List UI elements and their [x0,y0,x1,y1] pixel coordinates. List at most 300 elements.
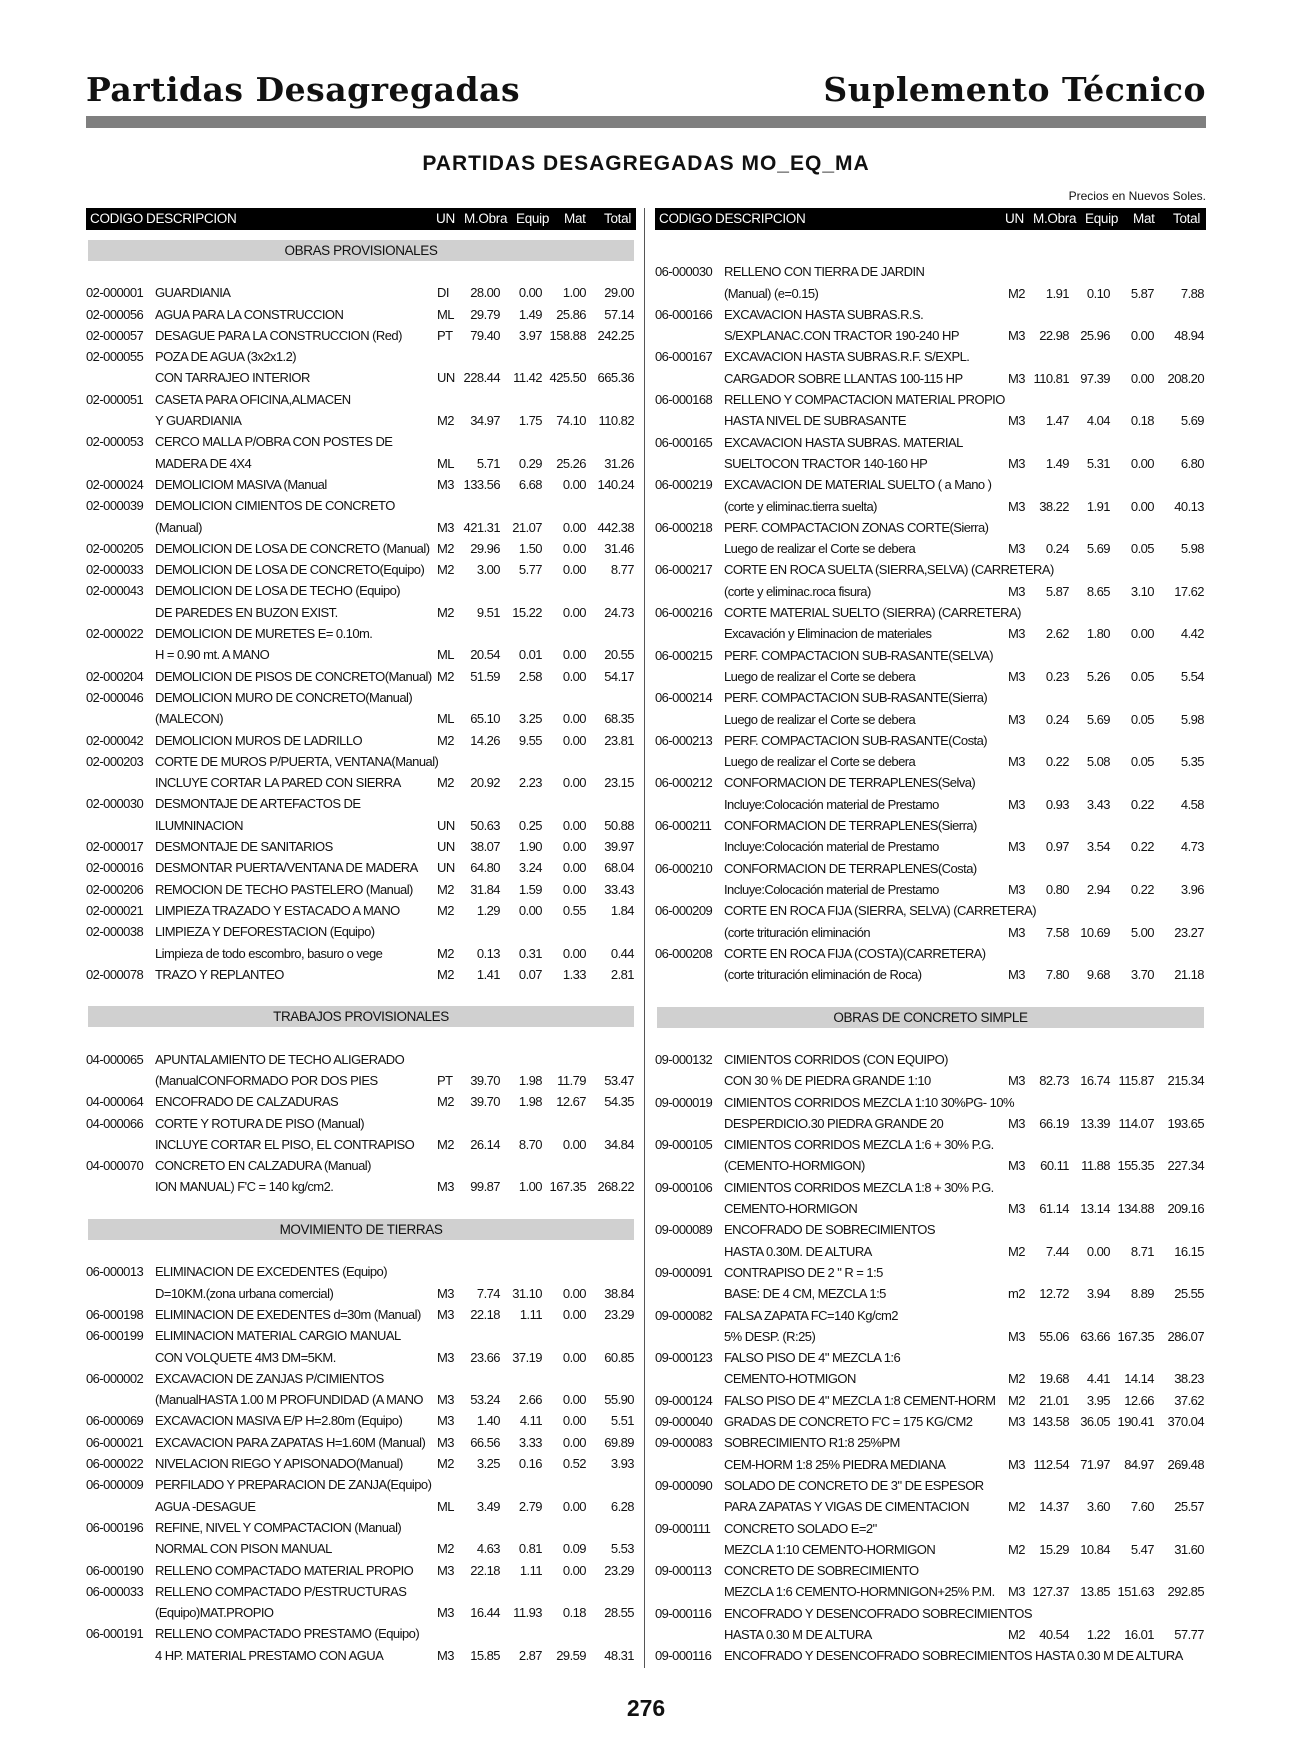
item-description: CIMIENTOS CORRIDOS MEZCLA 1:6 + 30% P.G. [724,1137,994,1153]
table-row [86,1070,636,1091]
header-descripcion: DESCRIPCION [146,211,237,226]
item-unit: M3 [437,476,454,492]
item-description: (CEMENTO-HORMIGON) [724,1158,865,1174]
item-description: DEMOLICION DE LOSA DE CONCRETO (Manual) [155,540,430,556]
item-description: RELLENO COMPACTADO P/ESTRUCTURAS [155,1583,407,1599]
item-mano-obra: 1.91 [1045,285,1069,301]
header-mat: Mat [564,211,586,226]
table-row [655,1283,1206,1304]
item-description: CEMENTO-HORMIGON [724,1201,858,1217]
item-description: ENCOFRADO DE SOBRECIMIENTOS [724,1222,935,1238]
item-equipo: 10.69 [1080,924,1110,940]
item-unit: M2 [437,945,454,961]
item-unit: M3 [1008,668,1025,684]
item-equipo: 2.94 [1086,881,1110,897]
table-row [655,666,1206,687]
item-description: HASTA NIVEL DE SUBRASANTE [724,413,907,429]
table-row [86,580,636,601]
table-row [655,1624,1206,1645]
item-total: 227.34 [1167,1158,1204,1174]
item-code: 04-000065 [86,1051,144,1067]
item-unit: M3 [1008,1115,1025,1131]
item-material: 0.00 [562,604,586,620]
item-code: 04-000066 [86,1115,144,1131]
table-row [655,432,1206,453]
item-material: 12.67 [556,1094,586,1110]
item-unit: m2 [1008,1286,1025,1302]
item-total: 4.58 [1180,796,1204,812]
item-mano-obra: 0.24 [1045,711,1069,727]
item-equipo: 5.26 [1086,668,1110,684]
item-unit: M3 [437,1434,454,1450]
table-row [655,538,1206,559]
left-column [86,208,636,1666]
table-row [86,1474,636,1495]
item-material: 0.00 [562,562,586,578]
table-row [86,325,636,346]
item-equipo: 1.91 [1086,498,1110,514]
table-row [86,602,636,623]
item-total: 665.36 [597,370,634,386]
table-row [86,964,636,985]
item-description: PERFILADO Y PREPARACION DE ZANJA(Equipo) [155,1477,432,1493]
item-code: 06-000213 [655,732,713,748]
table-row [655,1070,1206,1091]
item-code: 06-000215 [655,647,713,663]
item-description: MEZCLA 1:10 CEMENTO-HORMIGON [724,1541,936,1557]
item-description: ENCOFRADO DE CALZADURAS [155,1094,339,1110]
item-equipo: 5.31 [1086,455,1110,471]
item-mano-obra: 39.70 [470,1072,500,1088]
header-mobra: M.Obra [464,211,508,226]
item-material: 0.00 [562,1285,586,1301]
item-equipo: 8.65 [1086,583,1110,599]
item-material: 11.79 [557,1072,586,1088]
item-equipo: 8.70 [518,1136,542,1152]
item-unit: M3 [1008,924,1025,940]
item-material: 0.05 [1130,541,1154,557]
item-total: 215.34 [1167,1073,1204,1089]
item-equipo: 1.90 [518,839,542,855]
item-equipo: 0.00 [518,285,542,301]
item-code: 06-000002 [86,1370,144,1386]
header-total: Total [604,211,632,226]
item-total: 57.14 [604,306,634,322]
item-unit: M3 [1008,1201,1025,1217]
table-row [655,1092,1206,1113]
item-material: 190.41 [1117,1414,1154,1430]
item-total: 5.35 [1180,754,1204,770]
header-mat: Mat [1133,211,1155,226]
item-description: S/EXPLANAC.CON TRACTOR 190-240 HP [724,328,959,344]
item-mano-obra: 16.44 [470,1605,500,1621]
item-code: 06-000033 [86,1583,144,1599]
item-code: 02-000046 [86,689,144,705]
item-code: 04-000064 [86,1094,144,1110]
item-mano-obra: 5.71 [476,455,500,471]
item-unit: M3 [1008,967,1025,983]
table-row [86,410,636,431]
header-rule [86,116,1206,128]
item-code: 09-000089 [655,1222,713,1238]
item-material: 0.00 [562,1306,586,1322]
item-total: 23.29 [604,1562,634,1578]
item-mano-obra: 127.37 [1032,1584,1069,1600]
item-mano-obra: 22.18 [470,1306,500,1322]
table-row [86,1261,636,1282]
item-unit: M2 [437,413,454,429]
item-description: CONCRETO DE SOBRECIMIENTO [724,1563,919,1579]
item-unit: M3 [1008,1328,1025,1344]
item-material: 0.00 [562,540,586,556]
item-equipo: 0.81 [518,1541,542,1557]
item-description: (corte trituración eliminación de Roca) [724,967,922,983]
table-row [86,623,636,644]
item-description: ION MANUAL) F'C = 140 kg/cm2. [155,1179,334,1195]
page-title: PARTIDAS DESAGREGADAS MO_EQ_MA [422,152,870,175]
item-description: DESPERDICIO.30 PIEDRA GRANDE 20 [724,1115,944,1131]
header-un: UN [436,211,455,226]
item-unit: M3 [437,1306,454,1322]
item-code: 06-000211 [655,818,712,834]
item-material: 12.66 [1124,1392,1154,1408]
item-equipo: 0.25 [518,817,542,833]
table-row [86,1645,636,1666]
item-total: 21.18 [1174,967,1204,983]
item-description: CEM-HORM 1:8 25% PIEDRA MEDIANA [724,1456,946,1472]
item-unit: M2 [437,902,454,918]
table-row [655,346,1206,367]
item-description: EXCAVACION HASTA SUBRAS.R.S. [724,306,924,322]
item-material: 5.87 [1130,285,1154,301]
item-code: 02-000016 [86,860,144,876]
item-description: CORTE EN ROCA FIJA (SIERRA, SELVA) (CARRETERA) [724,903,1037,919]
table-row [86,389,636,410]
item-description: CONFORMACION DE TERRAPLENES(Selva) [724,775,976,791]
item-description: SOLADO DE CONCRETO DE 3" DE ESPESOR [724,1477,984,1493]
item-unit: M3 [437,1285,454,1301]
item-material: 0.00 [562,711,586,727]
item-description: CONTRAPISO DE 2 " R = 1:5 [724,1264,883,1280]
item-description: ILUMNINACION [155,817,244,833]
item-material: 0.52 [562,1456,586,1472]
item-unit: M3 [1008,370,1025,386]
item-mano-obra: 7.58 [1045,924,1069,940]
table-row [86,836,636,857]
item-material: 14.14 [1124,1371,1154,1387]
item-description: RELLENO COMPACTADO MATERIAL PROPIO [155,1562,414,1578]
table-row [655,410,1206,431]
item-mano-obra: 14.37 [1039,1499,1069,1515]
table-row [655,581,1206,602]
item-total: 5.98 [1180,711,1204,727]
table-row [655,1198,1206,1219]
table-row [86,346,636,367]
item-unit: M3 [1008,1456,1025,1472]
item-description: Luego de realizar el Corte se debera [724,754,916,770]
table-row [86,559,636,580]
item-description: CERCO MALLA P/OBRA CON POSTES DE [155,434,393,450]
table-row [655,1454,1206,1475]
item-mano-obra: 53.24 [470,1392,500,1408]
item-mano-obra: 15.85 [470,1647,500,1663]
item-equipo: 3.97 [518,327,542,343]
item-description: DEMOLICION MUROS DE LADRILLO [155,732,363,748]
item-code: 02-000017 [86,839,144,855]
item-code: 09-000091 [655,1264,713,1280]
item-mano-obra: 5.87 [1045,583,1069,599]
item-material: 25.86 [556,306,586,322]
item-description: (corte y eliminac.tierra suelta) [724,498,877,514]
item-code: 09-000116 [655,1648,712,1664]
item-description: SUELTOCON TRACTOR 140-160 HP [724,455,928,471]
item-material: 0.00 [1130,328,1154,344]
item-material: 3.10 [1130,583,1154,599]
item-total: 3.96 [1180,881,1204,897]
item-unit: M3 [1008,455,1025,471]
table-row [86,538,636,559]
table-row [86,1091,636,1112]
item-total: 292.85 [1167,1584,1204,1600]
item-description: ENCOFRADO Y DESENCOFRADO SOBRECIMIENTOS HASTA 0.30 M DE ALTURA [724,1648,1183,1664]
section-heading: MOVIMIENTO DE TIERRAS [88,1219,634,1240]
item-material: 0.22 [1130,839,1154,855]
item-material: 0.00 [562,476,586,492]
header-un: UN [1005,211,1024,226]
item-material: 0.00 [562,1434,586,1450]
item-material: 134.88 [1117,1201,1154,1217]
table-row [655,1155,1206,1176]
item-material: 25.26 [556,455,586,471]
item-mano-obra: 0.24 [1045,541,1069,557]
table-row [86,900,636,921]
item-description: (corte y eliminac.roca fisura) [724,583,871,599]
item-description: DESMONTAJE DE ARTEFACTOS DE [155,796,361,812]
item-description: DEMOLICIOM MASIVA (Manual [155,476,327,492]
item-material: 0.00 [1130,455,1154,471]
item-unit: M2 [1008,1392,1025,1408]
item-code: 02-000001 [86,285,144,301]
item-total: 442.38 [597,519,634,535]
item-equipo: 3.43 [1086,796,1110,812]
item-description: 4 HP. MATERIAL PRESTAMO CON AGUA [155,1647,384,1663]
table-row [86,1453,636,1474]
section-heading: OBRAS DE CONCRETO SIMPLE [657,1007,1204,1028]
item-description: ELIMINACION MATERIAL CARGIO MANUAL [155,1328,401,1344]
item-description: DEMOLICION DE LOSA DE CONCRETO(Equipo) [155,562,425,578]
item-description: CORTE EN ROCA FIJA (COSTA)(CARRETERA) [724,945,986,961]
item-code: 02-000057 [86,327,144,343]
table-row [86,1113,636,1134]
item-description: (Manual) [155,519,202,535]
table-row [86,495,636,516]
item-total: 6.80 [1180,455,1204,471]
table-row [655,709,1206,730]
item-total: 25.55 [1174,1286,1204,1302]
table-row [86,431,636,452]
item-material: 0.00 [562,775,586,791]
item-description: CONFORMACION DE TERRAPLENES(Sierra) [724,818,977,834]
item-total: 48.31 [604,1647,634,1663]
item-unit: M3 [437,1647,454,1663]
item-description: DEMOLICION DE PISOS DE CONCRETO(Manual) [155,668,432,684]
item-equipo: 1.50 [518,540,542,556]
table-row [655,858,1206,879]
table-row [86,772,636,793]
table-row [86,282,636,303]
item-description: POZA DE AGUA (3x2x1.2) [155,349,297,365]
item-mano-obra: 0.23 [1045,668,1069,684]
item-total: 33.43 [604,881,634,897]
item-unit: M2 [437,881,454,897]
item-code: 09-000113 [655,1563,712,1579]
item-description: FALSA ZAPATA FC=140 Kg/cm2 [724,1307,898,1323]
item-mano-obra: 65.10 [470,711,500,727]
item-code: 09-000106 [655,1179,713,1195]
item-material: 158.88 [549,327,586,343]
table-row [655,1539,1206,1560]
table-row [86,1304,636,1325]
item-description: CORTE EN ROCA SUELTA (SIERRA,SELVA) (CARRETERA) [724,562,1054,578]
item-unit: ML [437,647,454,663]
item-mano-obra: 66.19 [1039,1115,1069,1131]
item-total: 7.88 [1180,285,1204,301]
item-description: CORTE DE MUROS P/PUERTA, VENTANA(Manual) [155,753,439,769]
item-total: 4.42 [1180,626,1204,642]
item-mano-obra: 0.97 [1045,839,1069,855]
table-row [86,730,636,751]
item-description: PERF. COMPACTACION SUB-RASANTE(Costa) [724,732,988,748]
table-row [86,1176,636,1197]
item-total: 31.60 [1174,1541,1204,1557]
item-total: 0.44 [610,945,634,961]
item-material: 0.00 [562,647,586,663]
item-description: MADERA DE 4X4 [155,455,252,471]
item-code: 06-000166 [655,306,713,322]
item-equipo: 2.79 [518,1498,542,1514]
item-code: 06-000199 [86,1328,144,1344]
table-row [86,1389,636,1410]
item-unit: M2 [1008,1371,1025,1387]
table-row [655,1177,1206,1198]
item-equipo: 71.97 [1080,1456,1110,1472]
item-mano-obra: 2.62 [1045,626,1069,642]
table-row [86,1134,636,1155]
table-row [86,474,636,495]
item-description: Incluye:Colocación material de Prestamo [724,881,939,897]
item-description: DESMONTAR PUERTA/VENTANA DE MADERA [155,860,418,876]
item-equipo: 97.39 [1080,370,1110,386]
table-row [655,794,1206,815]
table-row [86,687,636,708]
item-mano-obra: 12.72 [1039,1286,1069,1302]
item-code: 06-000013 [86,1264,144,1280]
item-description: APUNTALAMIENTO DE TECHO ALIGERADO [155,1051,405,1067]
item-unit: M2 [437,668,454,684]
item-code: 02-000033 [86,562,144,578]
item-material: 3.70 [1130,967,1154,983]
item-mano-obra: 34.97 [470,413,500,429]
item-code: 02-000206 [86,881,144,897]
item-unit: M3 [1008,328,1025,344]
item-material: 16.01 [1124,1627,1154,1642]
item-equipo: 0.10 [1086,285,1110,301]
item-equipo: 0.00 [1086,1243,1110,1259]
item-mano-obra: 0.13 [476,945,500,961]
table-row [86,943,636,964]
item-mano-obra: 22.18 [470,1562,500,1578]
item-unit: M3 [437,1349,454,1365]
item-material: 0.00 [562,1562,586,1578]
item-material: 74.10 [556,413,586,429]
table-row [655,1518,1206,1539]
spacer [655,985,1206,1006]
item-unit: M3 [1008,711,1025,727]
item-unit: M3 [1008,881,1025,897]
item-mano-obra: 23.66 [470,1349,500,1365]
item-total: 54.17 [604,668,634,684]
item-description: HASTA 0.30M. DE ALTURA [724,1243,872,1259]
item-unit: ML [437,455,454,471]
item-equipo: 2.66 [518,1392,542,1408]
header-total: Total [1173,211,1201,226]
item-unit: PT [437,327,453,343]
item-unit: M3 [437,1605,454,1621]
item-description: BASE: DE 4 CM, MEZCLA 1:5 [724,1286,886,1302]
item-total: 60.85 [604,1349,634,1365]
item-equipo: 36.05 [1080,1414,1110,1430]
item-equipo: 15.22 [512,604,542,620]
table-row [86,1496,636,1517]
item-mano-obra: 22.98 [1039,328,1069,344]
item-material: 0.00 [562,1392,586,1408]
table-row [86,453,636,474]
item-equipo: 0.16 [518,1456,542,1472]
item-code: 09-000116 [655,1605,712,1621]
item-equipo: 1.00 [518,1179,542,1195]
table-row [655,389,1206,410]
right-column [655,208,1206,1667]
item-description: DESAGUE PARA LA CONSTRUCCION (Red) [155,327,402,343]
item-material: 0.00 [562,881,586,897]
item-total: 17.62 [1174,583,1204,599]
table-row [655,1475,1206,1496]
item-unit: M2 [437,1136,454,1152]
item-description: SOBRECIMIENTO R1:8 25%PM [724,1435,900,1451]
item-code: 02-000203 [86,753,144,769]
item-unit: PT [437,1072,453,1088]
table-row [86,1325,636,1346]
item-total: 24.73 [604,604,634,620]
item-unit: M3 [1008,626,1025,642]
item-equipo: 37.19 [512,1349,542,1365]
item-material: 155.35 [1117,1158,1154,1174]
item-description: CARGADOR SOBRE LLANTAS 100-115 HP [724,370,963,386]
item-description: RELLENO Y COMPACTACION MATERIAL PROPIO [724,392,1005,408]
table-row [86,1368,636,1389]
item-unit: UN [437,839,455,855]
item-description: EXCAVACION MASIVA E/P H=2.80m (Equipo) [155,1413,403,1429]
table-row [655,1645,1206,1666]
item-code: 04-000070 [86,1158,144,1174]
section-heading: TRABAJOS PROVISIONALES [88,1006,634,1027]
item-description: (ManualHASTA 1.00 M PROFUNDIDAD (A MANO [155,1392,423,1408]
header-left-title: Partidas Desagregadas [86,70,521,109]
item-unit: M2 [437,604,454,620]
item-description: CORTE MATERIAL SUELTO (SIERRA) (CARRETERA) [724,605,1021,621]
item-description: (MALECON) [155,711,223,727]
item-code: 09-000111 [655,1520,711,1536]
